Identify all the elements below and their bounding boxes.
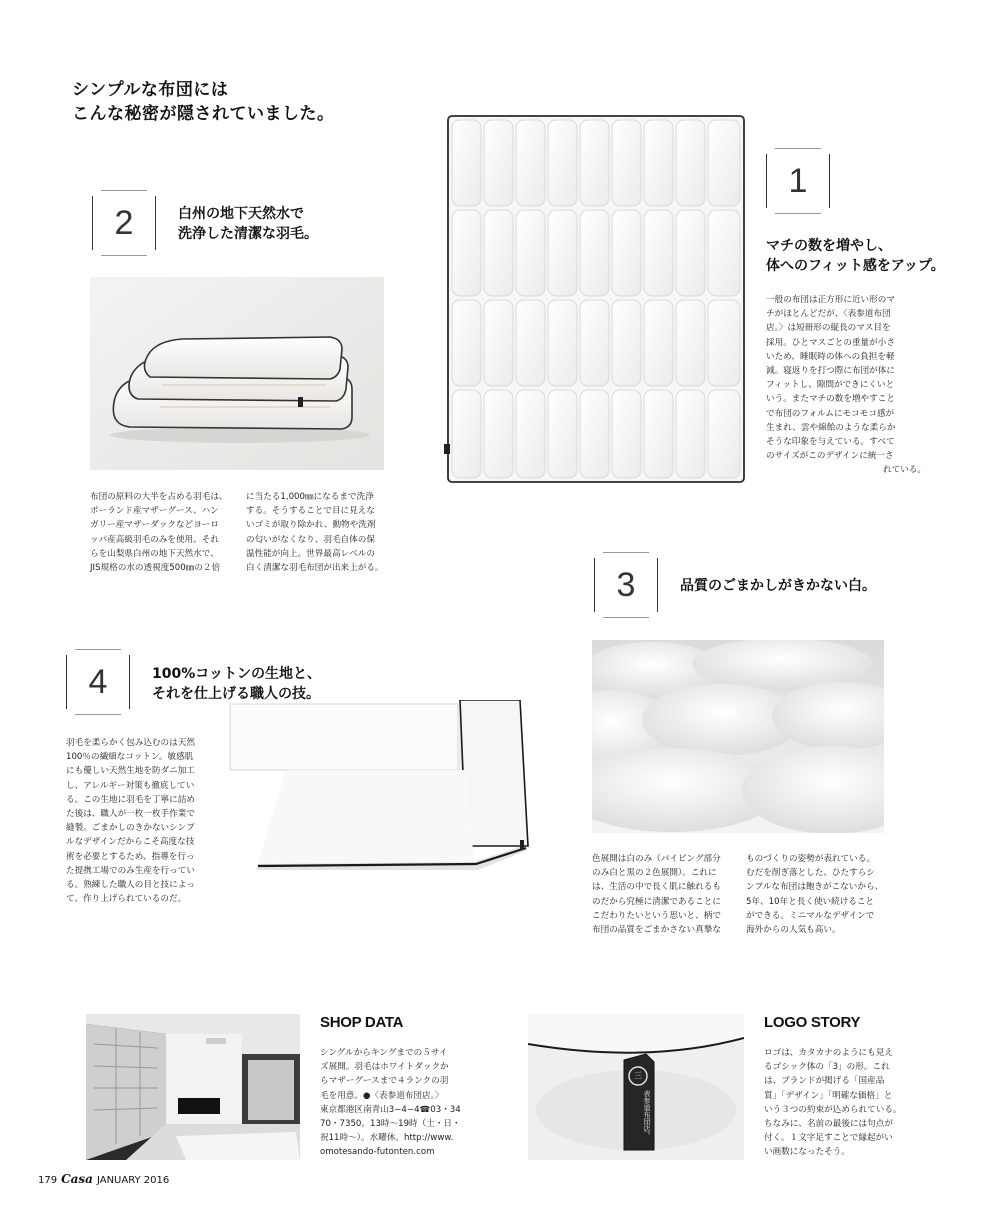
text-line: ルなデザインだからこそ高度な技	[66, 837, 195, 848]
text-line: フィットし、隙間ができにくいと	[766, 380, 895, 391]
logo-tag-text	[629, 1090, 651, 1139]
section-3-title	[680, 576, 876, 596]
text-line: れている。	[883, 465, 926, 476]
text-line: いゴミが取り除かれ、動物や洗剤	[246, 520, 376, 531]
shop-website-link[interactable]: omotesando-futonten.com	[320, 1147, 435, 1158]
section-3-number-box	[594, 558, 658, 612]
section-3-title-line: 品質のごまかしがきかない白。	[680, 578, 876, 594]
section-4-number-box	[66, 655, 130, 709]
page-number: 179	[38, 1175, 58, 1186]
text-line: ンプルな布団は飽きがこないから、	[746, 882, 884, 893]
logo-tag-photo	[528, 1014, 744, 1160]
text-line: し、アレルギー対策も徹底してい	[66, 780, 195, 791]
text-line: 縫製。ごまかしのきかないシンプ	[66, 823, 195, 834]
section-2-body-col-1	[90, 490, 236, 575]
text-line: のみ白と黒の２色展開）。これに	[592, 868, 717, 879]
headline-line-2: こんな秘密が隠されていました。	[72, 104, 335, 124]
duvet-grid-photo	[444, 108, 748, 486]
text-line: る。この生地に羽毛を丁寧に詰め	[66, 794, 195, 805]
section-4-body	[66, 736, 216, 906]
page-headline	[72, 78, 335, 126]
logo-tag-mark: 三	[634, 1071, 642, 1080]
text-line: 布団の品質をごまかさない真摯な	[592, 925, 721, 936]
text-line: ッパ産高級羽毛のみを使用。それ	[90, 534, 219, 545]
magazine-brand: Casa	[61, 1172, 93, 1186]
section-1-number-box	[766, 154, 830, 208]
text-line: 羽毛を柔らかく包み込むのは天然	[66, 738, 195, 748]
text-line: 生まれ、雲や綿飴のような柔らか	[766, 422, 896, 433]
text-line: いう３つの約束が込められている。	[764, 1104, 902, 1115]
text-line: 採用。ひとマスごとの重量が小さ	[766, 337, 895, 348]
text-line: 付く。１文字足すことで縁起がい	[764, 1133, 893, 1144]
text-line: は、生活の中で長く肌に触れるも	[592, 882, 721, 893]
text-line: シングルからキングまでの５サイ	[320, 1048, 448, 1058]
text-line: 100％の繊細なコットン。敏感肌	[66, 752, 194, 763]
section-2-number-box	[92, 196, 156, 250]
shop-data-title: SHOP DATA	[320, 1014, 404, 1031]
section-4-number: 4	[88, 662, 108, 701]
section-2-body-col-2	[246, 490, 392, 575]
text-line: 5年、10年と長く使い続けること	[746, 896, 875, 907]
text-line: 海外からの人気も高い。	[746, 925, 841, 936]
section-3-body-col-1	[592, 852, 732, 937]
section-1-title-line-2: 体へのフィット感をアップ。	[766, 258, 945, 274]
text-line: ポーランド産マザーグース、ハン	[90, 506, 219, 517]
text-line: 70・7350。13時〜19時（土・日・	[320, 1119, 461, 1130]
section-1-title-line-1: マチの数を増やし、	[766, 238, 892, 254]
text-line: る。熟練した職人の目と技によっ	[66, 880, 195, 891]
text-line: は、ブランドが掲げる「国産品	[764, 1076, 885, 1087]
cotton-covers-photo	[222, 700, 542, 870]
section-4-title	[152, 664, 321, 704]
section-3-body-col-2	[746, 852, 888, 937]
text-line: むだを削ぎ落とした、ひたすらシ	[746, 868, 875, 879]
text-line: ガリー産マザーダックなどヨーロ	[90, 520, 219, 531]
section-4-title-line-2: それを仕上げる職人の技。	[152, 686, 320, 702]
text-line: た提携工場でのみ生産を行ってい	[66, 865, 195, 876]
text-line: のサイズがこのデザインに統一さ	[766, 451, 894, 462]
text-line: 減。寝返りを打つ際に布団が体に	[766, 366, 895, 377]
headline-line-1: シンプルな布団には	[72, 80, 229, 100]
text-line: JIS規格の水の透視度500㎜の２倍	[90, 563, 221, 574]
text-line: い画数になったそう。	[764, 1147, 850, 1158]
logo-tag-line-1: 表参道	[643, 1090, 651, 1111]
text-line: で布団のフォルムにモコモコ感が	[766, 408, 895, 419]
text-line: 色展開は白のみ（パイピング部分	[592, 854, 721, 864]
section-2-number: 2	[114, 203, 134, 242]
logo-story-body	[764, 1046, 914, 1160]
text-line: ができる。ミニマルなデザインで	[746, 910, 875, 921]
text-line: 白く清潔な羽毛布団が出来上がる。	[246, 563, 384, 574]
text-line: いため、睡眠時の体への負担を軽	[766, 351, 895, 362]
text-line: 温性能が向上。世界最高レベルの	[246, 548, 375, 559]
logo-story-title: LOGO STORY	[764, 1014, 861, 1031]
section-1-number: 1	[788, 161, 808, 200]
text-line: に当たる1,000㎜になるまで洗浄	[246, 492, 374, 502]
text-line: チがほとんどだが、〈表参道布団	[766, 309, 891, 320]
text-line: 一般の布団は正方形に近い形のマ	[766, 295, 895, 305]
shop-interior-photo	[86, 1014, 300, 1160]
text-line: 質」「デザイン」「明確な価格」と	[764, 1090, 893, 1101]
text-line: らマザーグースまで４ランクの羽	[320, 1076, 449, 1087]
text-line: ロゴは、カタカナのようにも見え	[764, 1048, 893, 1058]
page-footer	[38, 1172, 169, 1186]
section-2-title	[178, 204, 318, 244]
text-line: 毛を用意。●〈表参道布団店。〉	[320, 1090, 444, 1101]
text-line: いう。またマチの数を増やすこと	[766, 394, 895, 405]
text-line: ちなみに、名前の最後には句点が	[764, 1119, 893, 1130]
text-line: にも優しい天然生地を防ダニ加工	[66, 766, 195, 777]
text-line: ものづくりの姿勢が表れている。	[746, 854, 875, 864]
text-line: する。そうすることで目に見えな	[246, 506, 375, 517]
section-2-title-line-1: 白州の地下天然水で	[178, 206, 304, 222]
text-line: 東京都港区南青山3−4−4☎03・34	[320, 1104, 461, 1115]
section-1-body	[766, 293, 926, 478]
text-line: るゴシック体の「3」の形。これ	[764, 1062, 890, 1073]
shop-data-body	[320, 1046, 468, 1160]
section-3-number: 3	[616, 565, 636, 604]
issue-date: JANUARY 2016	[96, 1175, 170, 1186]
text-line: 布団の原料の大半を占める羽毛は、	[90, 492, 228, 502]
text-line: た後は、職人が一枚一枚手作業で	[66, 809, 195, 820]
text-line: こだわりたいという思いと、柄で	[592, 910, 721, 921]
text-line: 祝11時〜）。水曜休。http://www.	[320, 1133, 454, 1144]
text-line: のだから究極に清潔であることに	[592, 896, 721, 907]
text-line: 店。〉は短冊形の縦長のマス目を	[766, 323, 891, 334]
folded-duvet-photo	[90, 277, 384, 470]
text-line: そうな印象を与えている。すべて	[766, 437, 895, 448]
section-4-title-line-1: 100%コットンの生地と、	[152, 666, 321, 682]
section-1-title	[766, 236, 945, 276]
text-line: ズ展開。羽毛はホワイトダックか	[320, 1062, 449, 1073]
text-line: の匂いがなくなり、羽毛自体の保	[246, 534, 375, 545]
text-line: 術を必要とするため、指導を行っ	[66, 851, 195, 862]
text-line: て、作り上げられているのだ。	[66, 894, 187, 905]
white-duvet-closeup-photo	[592, 640, 884, 833]
section-2-title-line-2: 洗浄した清潔な羽毛。	[178, 226, 318, 242]
text-line: らを山梨県白州の地下天然水で、	[90, 548, 219, 559]
logo-tag-line-2: 布団店。	[643, 1111, 651, 1139]
